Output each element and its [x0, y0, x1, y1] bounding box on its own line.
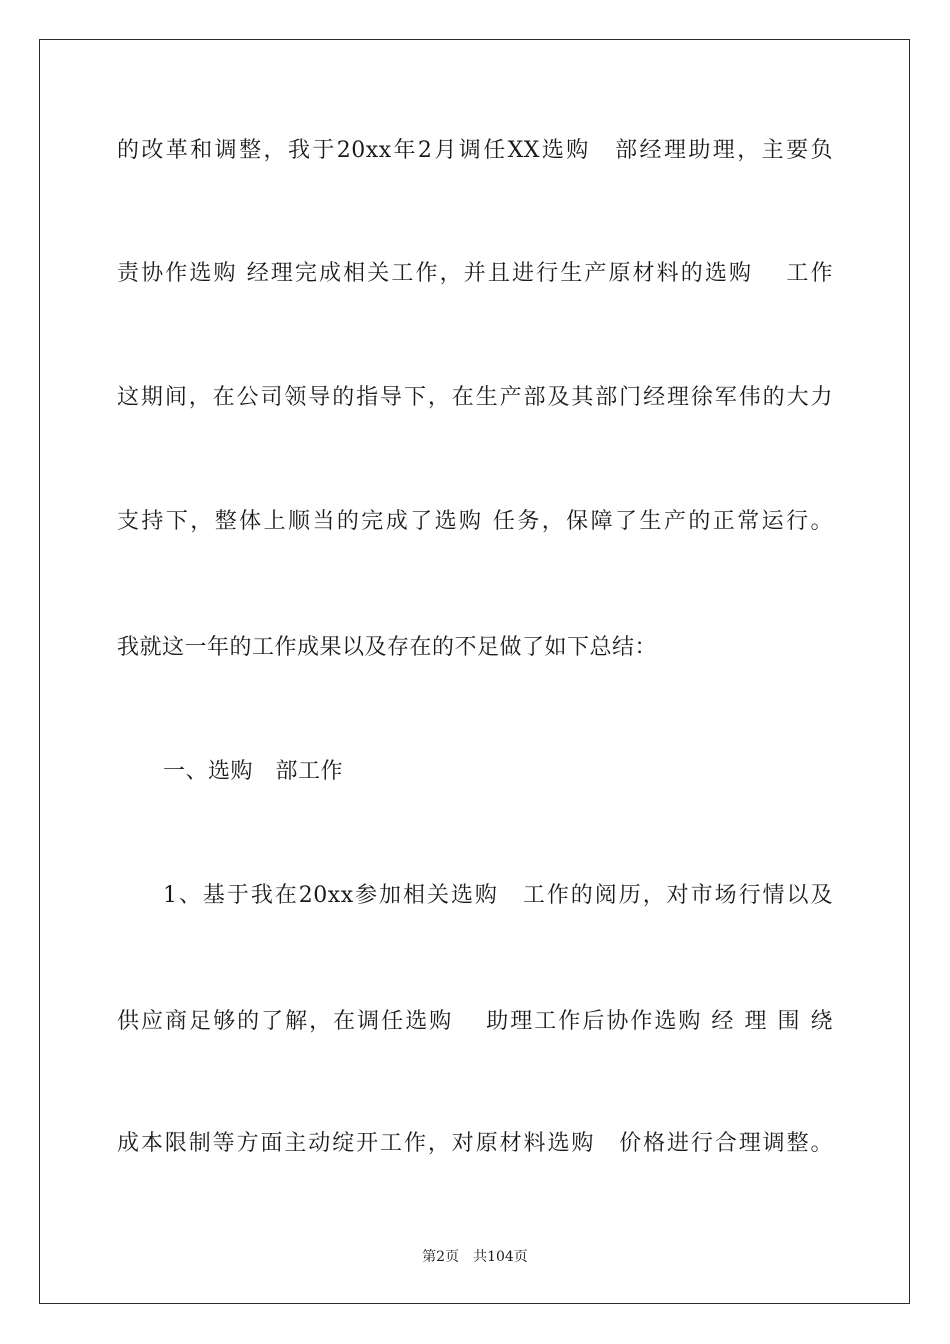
body-line-1: 的改革和调整，我于20xx年2月调任XX选购 部经理助理，主要负: [117, 138, 833, 163]
page-border: [39, 39, 910, 1304]
body-line-3: 这期间，在公司领导的指导下，在生产部及其部门经理徐军伟的大力: [117, 385, 833, 410]
body-line-6: 1、基于我在20xx参加相关选购 工作的阅历，对市场行情以及: [163, 883, 833, 908]
body-line-5: 我就这一年的工作成果以及存在的不足做了如下总结：: [117, 635, 658, 660]
body-line-8: 成本限制等方面主动绽开工作，对原材料选购 价格进行合理调整。: [117, 1131, 833, 1156]
section-heading: 一、选购 部工作: [163, 759, 344, 784]
body-line-2: 责协作选购 经理完成相关工作，并且进行生产原材料的选购 工作: [117, 261, 833, 286]
body-line-7: 供应商足够的了解，在调任选购 助理工作后协作选购 经 理 围 绕: [117, 1009, 833, 1034]
body-line-4: 支持下，整体上顺当的完成了选购 任务，保障了生产的正常运行。: [117, 509, 833, 534]
page-number-footer: 第2页 共104页: [422, 1249, 528, 1265]
